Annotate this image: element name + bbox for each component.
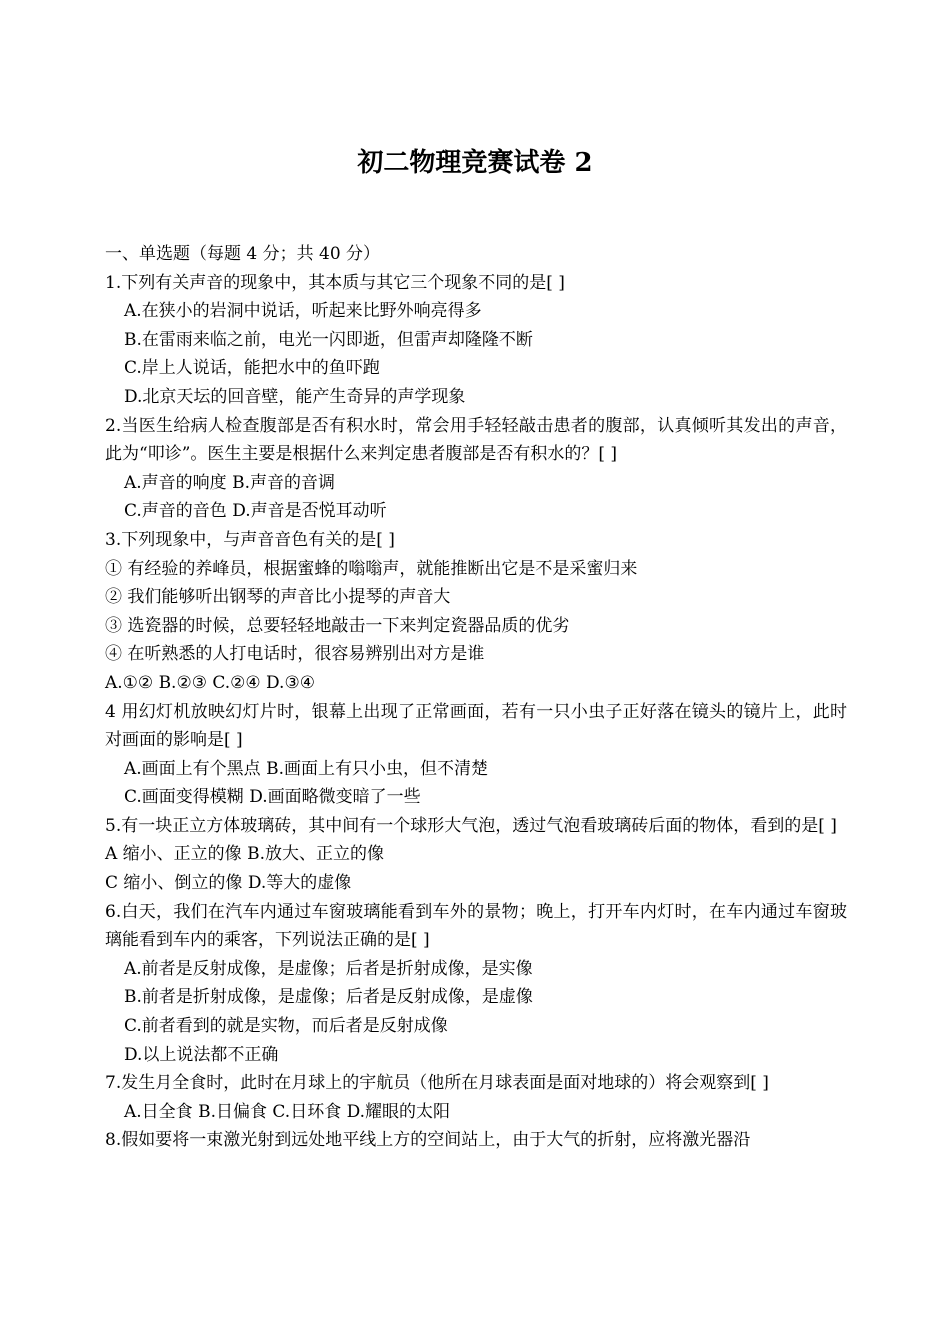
options-row-1: A 缩小、正立的像 B.放大、正立的像 bbox=[105, 844, 384, 865]
question-stem: 3.下列现象中，与声音音色有关的是[ ] bbox=[105, 529, 395, 550]
statement-2: ② 我们能够听出钢琴的声音比小提琴的声音大 bbox=[105, 587, 451, 608]
option-c: C.前者看到的就是实物，而后者是反射成像 bbox=[124, 1016, 448, 1037]
options-row-1: A.声音的响度 B.声音的音调 bbox=[124, 472, 335, 493]
option-c: C.岸上人说话，能把水中的鱼吓跑 bbox=[124, 358, 380, 379]
options-row-2: C 缩小、倒立的像 D.等大的虚像 bbox=[105, 873, 352, 894]
question-7 bbox=[105, 1069, 847, 1126]
statement-3: ③ 选瓷器的时候，总要轻轻地敲击一下来判定瓷器品质的优劣 bbox=[105, 615, 570, 636]
exam-body bbox=[105, 240, 847, 1155]
question-2 bbox=[105, 412, 847, 526]
question-stem: 6.白天，我们在汽车内通过车窗玻璃能看到车外的景物；晚上，打开车内灯时，在车内通过车窗玻璃能看到车内的乘客，下列说法正确的是[ ] bbox=[105, 901, 847, 951]
statement-1: ① 有经验的养峰员，根据蜜蜂的嗡嗡声，就能推断出它是不是采蜜归来 bbox=[105, 558, 638, 579]
question-stem: 8.假如要将一束激光射到远处地平线上方的空间站上，由于大气的折射，应将激光器沿 bbox=[105, 1130, 751, 1151]
options-row: A.①② B.②③ C.②④ D.③④ bbox=[105, 672, 315, 693]
question-stem: 4 用幻灯机放映幻灯片时，银幕上出现了正常画面，若有一只小虫子正好落在镜头的镜片上，此时对画面的影响是[ ] bbox=[105, 701, 847, 751]
option-a: A.在狭小的岩洞中说话，听起来比野外响亮得多 bbox=[124, 301, 482, 322]
options-row-1: A.画面上有个黑点 B.画面上有只小虫，但不清楚 bbox=[124, 758, 488, 779]
exam-title: 初二物理竞赛试卷 2 bbox=[357, 148, 593, 178]
question-stem: 1.下列有关声音的现象中，其本质与其它三个现象不同的是[ ] bbox=[105, 272, 565, 293]
question-6 bbox=[105, 898, 847, 1070]
options-row-2: C.声音的音色 D.声音是否悦耳动听 bbox=[124, 501, 387, 522]
option-b: B.前者是折射成像，是虚像；后者是反射成像，是虚像 bbox=[124, 987, 533, 1008]
option-b: B.在雷雨来临之前，电光一闪即逝，但雷声却隆隆不断 bbox=[124, 329, 533, 350]
question-stem: 2.当医生给病人检查腹部是否有积水时，常会用手轻轻敲击患者的腹部，认真倾听其发出的声音，此为“叩诊”。医生主要是根据什么来判定患者腹部是否有积水的？[ ] bbox=[105, 415, 847, 465]
option-d: D.北京天坛的回音壁，能产生奇异的声学现象 bbox=[124, 386, 466, 407]
question-4 bbox=[105, 698, 847, 812]
question-stem: 5.有一块正立方体玻璃砖，其中间有一个球形大气泡，透过气泡看玻璃砖后面的物体，看到的是[ ] bbox=[105, 815, 837, 836]
options-row: A.日全食 B.日偏食 C.日环食 D.耀眼的太阳 bbox=[124, 1101, 451, 1122]
question-stem: 7.发生月全食时，此时在月球上的宇航员（他所在月球表面是面对地球的）将会观察到[ ] bbox=[105, 1073, 769, 1094]
option-d: D.以上说法都不正确 bbox=[124, 1044, 279, 1065]
statement-4: ④ 在听熟悉的人打电话时，很容易辨别出对方是谁 bbox=[105, 644, 485, 665]
question-1 bbox=[105, 269, 847, 412]
question-8 bbox=[105, 1126, 847, 1155]
question-3 bbox=[105, 526, 847, 698]
section-header: 一、单选题（每题 4 分；共 40 分） bbox=[105, 244, 381, 264]
question-5 bbox=[105, 812, 847, 898]
option-a: A.前者是反射成像，是虚像；后者是折射成像，是实像 bbox=[124, 958, 533, 979]
options-row-2: C.画面变得模糊 D.画面略微变暗了一些 bbox=[124, 787, 421, 808]
